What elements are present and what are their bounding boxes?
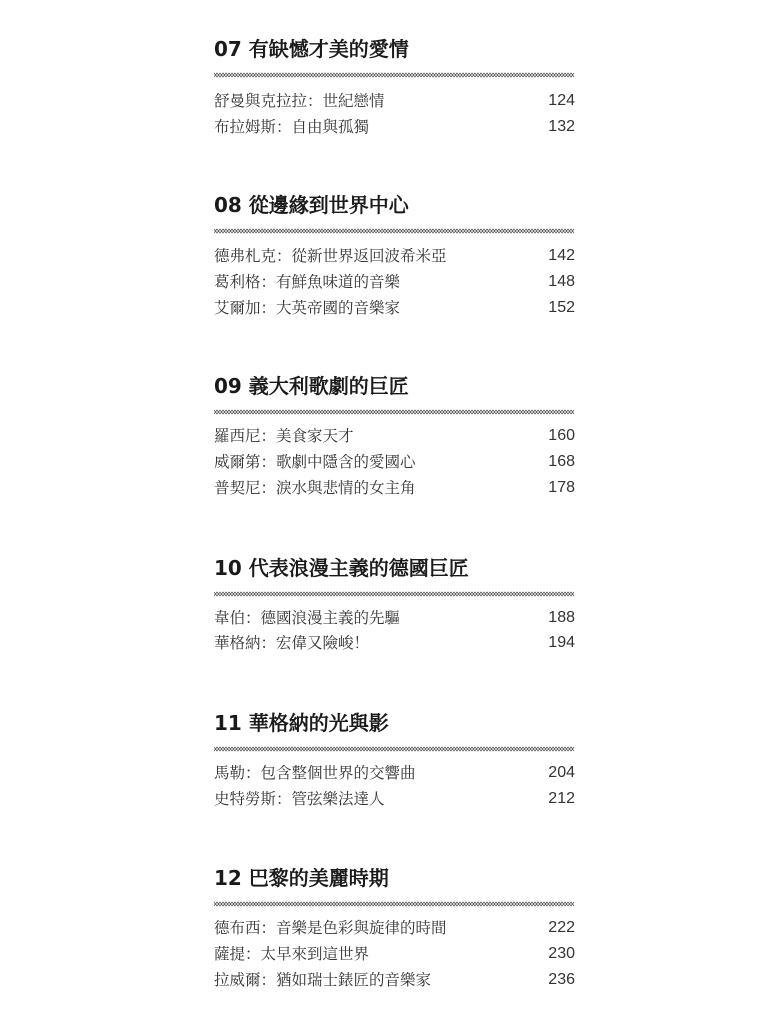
entry-title: 布拉姆斯：自由與孤獨: [214, 118, 370, 136]
entry-page-number: 194: [548, 634, 575, 651]
zigzag-divider: [214, 71, 575, 79]
zigzag-divider: [214, 590, 575, 598]
entry-page-number: 178: [548, 479, 575, 496]
toc-entry[interactable]: [214, 632, 575, 654]
entry-title: 史特勞斯：管弦樂法達人: [214, 790, 385, 808]
entry-title: 韋伯：德國浪漫主義的先驅: [214, 609, 401, 627]
entry-page-number: 142: [548, 247, 575, 264]
entry-page-number: 236: [548, 971, 575, 988]
entry-title: 艾爾加：大英帝國的音樂家: [214, 299, 401, 317]
toc-entry[interactable]: [214, 917, 575, 939]
toc-entry[interactable]: [214, 451, 575, 473]
entry-page-number: 168: [548, 453, 575, 470]
toc-entry[interactable]: [214, 425, 575, 447]
section-heading: 08 從邊緣到世界中心: [214, 193, 409, 217]
toc-entry[interactable]: [214, 943, 575, 965]
toc-entry[interactable]: [214, 607, 575, 629]
entry-title: 舒曼與克拉拉：世紀戀情: [214, 92, 385, 110]
section-heading: 12 巴黎的美麗時期: [214, 866, 389, 890]
section-heading: 10 代表浪漫主義的德國巨匠: [214, 556, 469, 580]
toc-entry[interactable]: [214, 788, 575, 810]
entry-title: 羅西尼：美食家天才: [214, 427, 354, 445]
entry-page-number: 188: [548, 609, 575, 626]
entry-page-number: 132: [548, 118, 575, 135]
entry-title: 葛利格：有鮮魚味道的音樂: [214, 273, 401, 291]
toc-entry[interactable]: [214, 297, 575, 319]
section-heading: 11 華格納的光與影: [214, 711, 389, 735]
entry-title: 威爾第：歌劇中隱含的愛國心: [214, 453, 416, 471]
zigzag-divider: [214, 900, 575, 908]
zigzag-divider: [214, 227, 575, 235]
entry-title: 普契尼：淚水與悲情的女主角: [214, 479, 416, 497]
entry-page-number: 124: [548, 92, 575, 109]
toc-entry[interactable]: [214, 116, 575, 138]
entry-page-number: 204: [548, 764, 575, 781]
entry-title: 拉威爾：猶如瑞士錶匠的音樂家: [214, 971, 432, 989]
entry-title: 德布西：音樂是色彩與旋律的時間: [214, 919, 447, 937]
toc-entry[interactable]: [214, 477, 575, 499]
toc-entry[interactable]: [214, 969, 575, 991]
entry-page-number: 148: [548, 273, 575, 290]
entry-page-number: 160: [548, 427, 575, 444]
entry-title: 薩提：太早來到這世界: [214, 945, 370, 963]
entry-page-number: 222: [548, 919, 575, 936]
entry-title: 華格納：宏偉又險峻！: [214, 634, 370, 652]
toc-entry[interactable]: [214, 90, 575, 112]
entry-title: 德弗札克：從新世界返回波希米亞: [214, 247, 447, 265]
section-heading: 07 有缺憾才美的愛情: [214, 37, 409, 61]
entry-title: 馬勒：包含整個世界的交響曲: [214, 764, 416, 782]
toc-entry[interactable]: [214, 762, 575, 784]
zigzag-divider: [214, 745, 575, 753]
zigzag-divider: [214, 408, 575, 416]
entry-page-number: 212: [548, 790, 575, 807]
section-heading: 09 義大利歌劇的巨匠: [214, 374, 409, 398]
entry-page-number: 230: [548, 945, 575, 962]
toc-entry[interactable]: [214, 271, 575, 293]
entry-page-number: 152: [548, 299, 575, 316]
toc-entry[interactable]: [214, 245, 575, 267]
